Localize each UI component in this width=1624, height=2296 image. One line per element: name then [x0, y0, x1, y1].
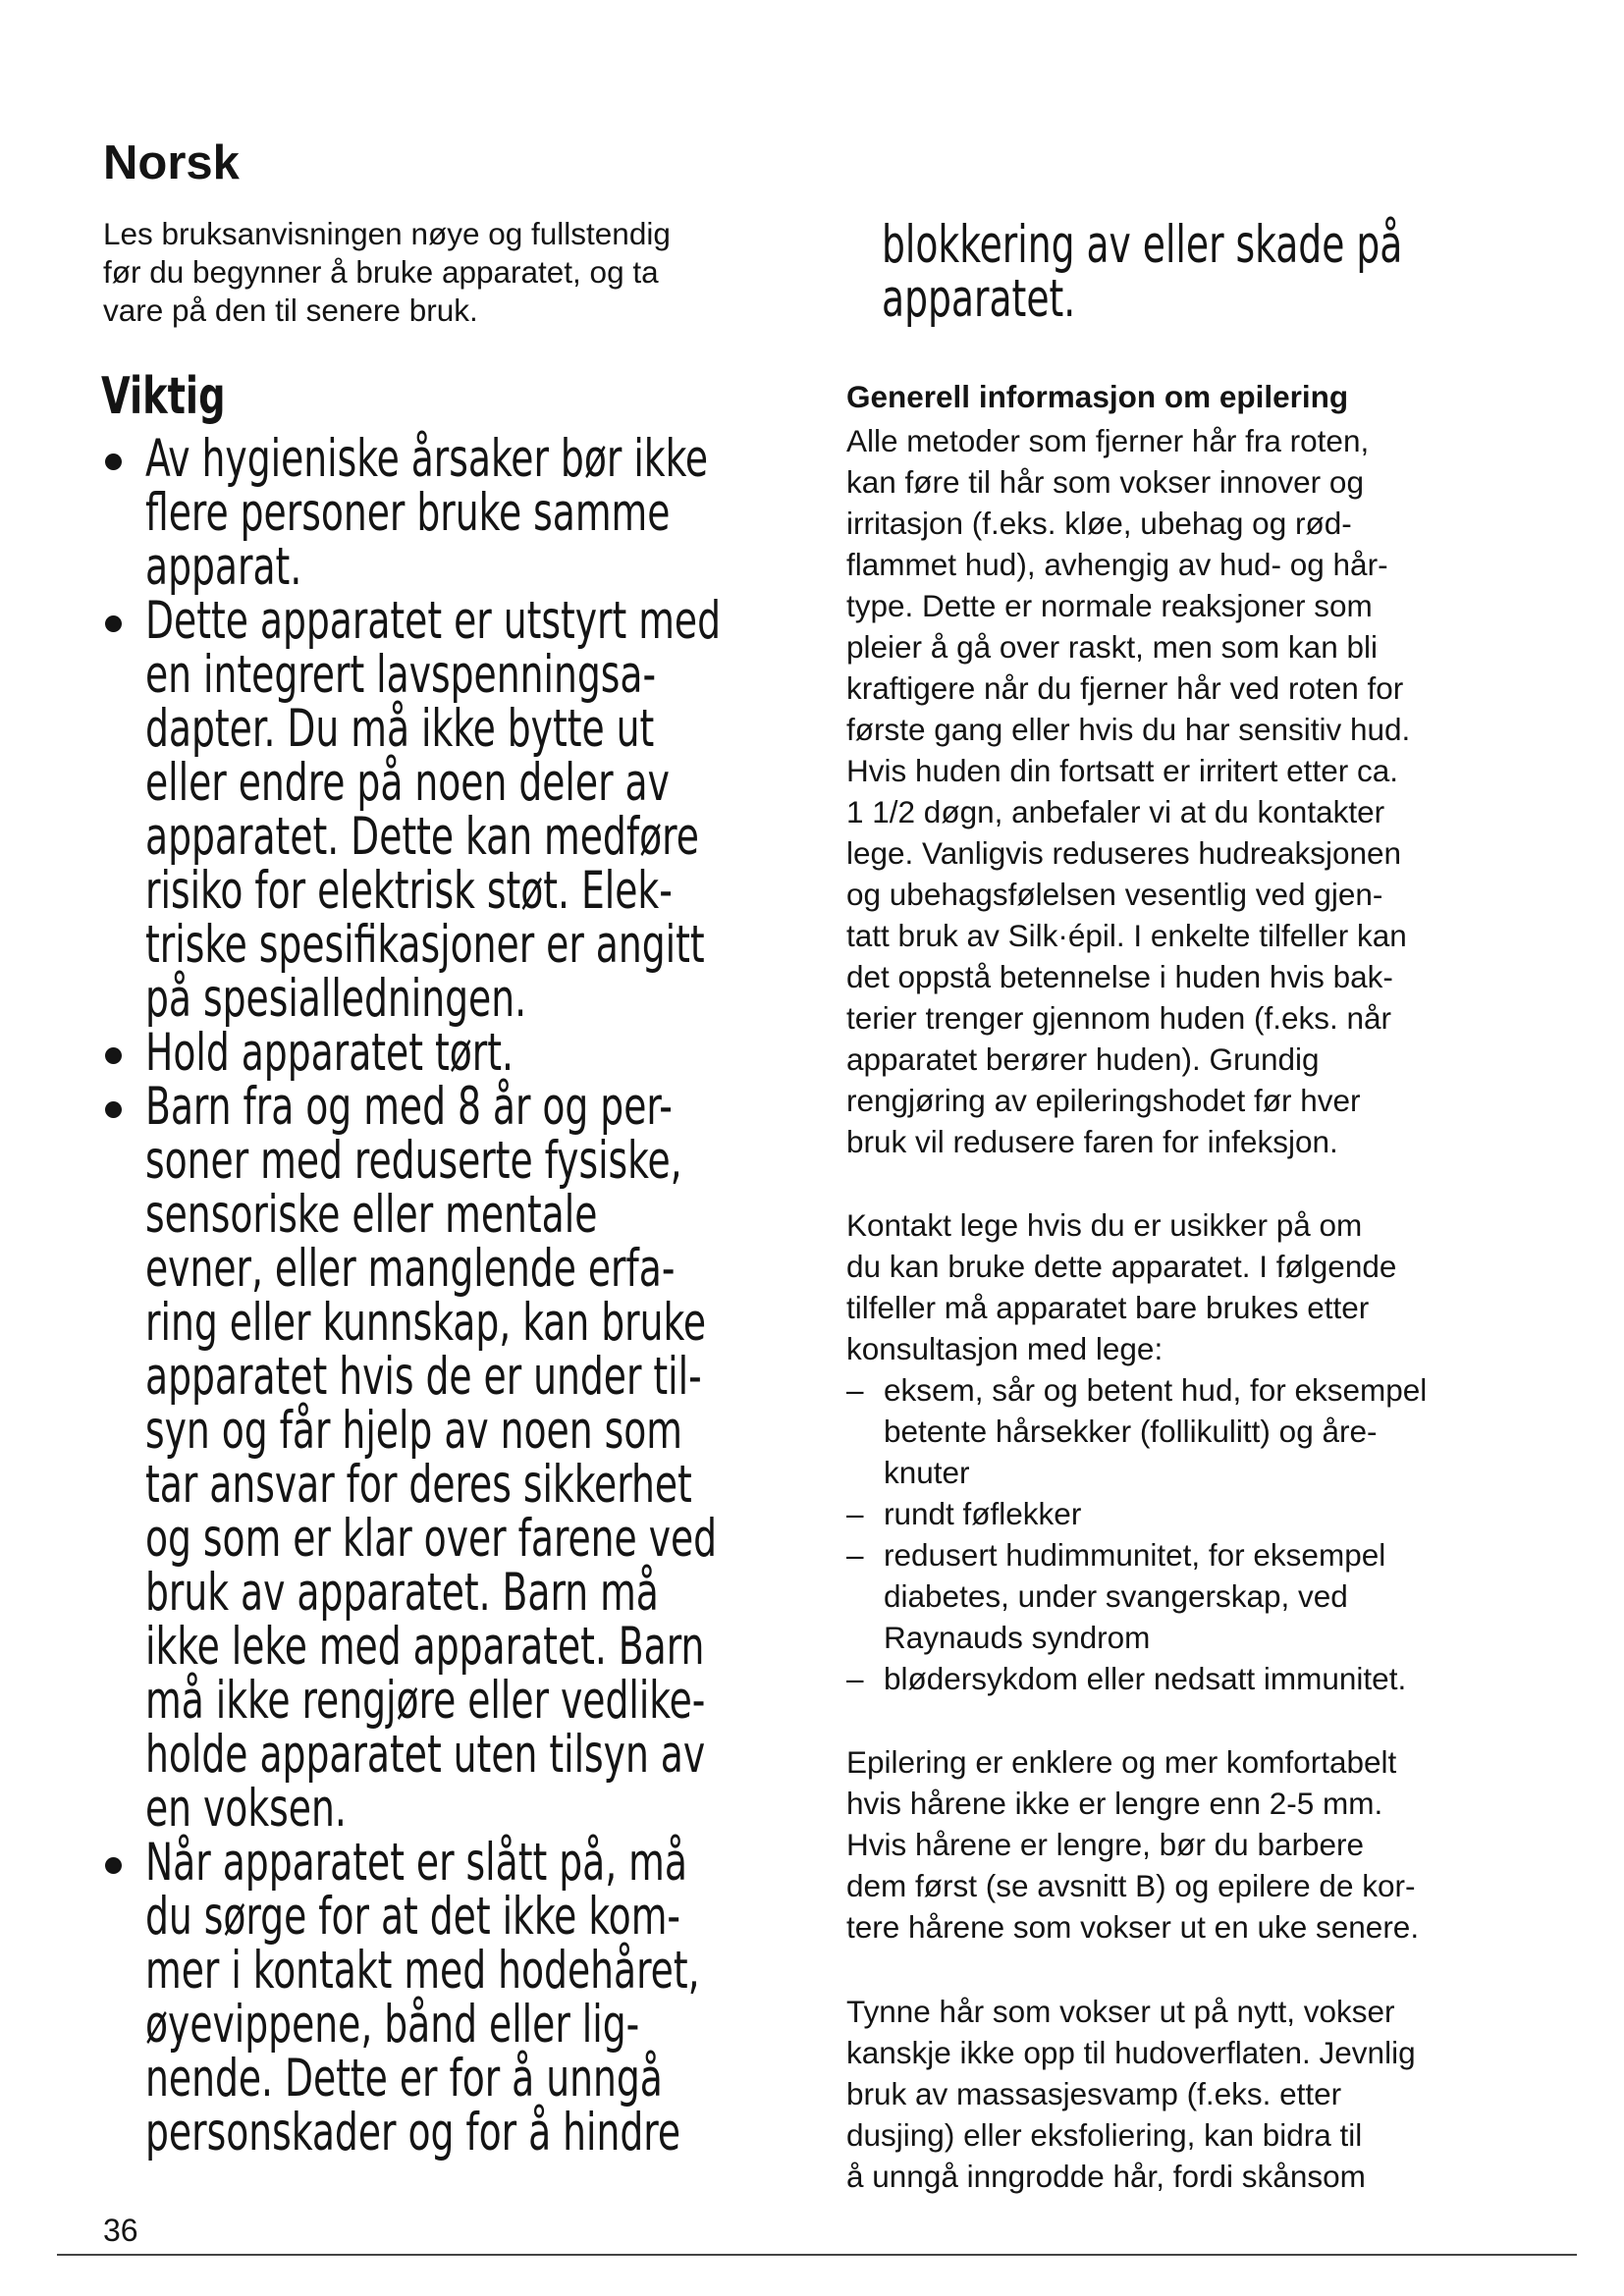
paragraph-hair-length — [846, 1741, 1419, 1948]
paragraph-line: bruk vil redusere faren for infeksjon. — [846, 1124, 1338, 1159]
paragraph-line: blødersykdom eller nedsatt immunitet. — [884, 1661, 1407, 1696]
condition-list-item — [846, 1658, 1427, 1699]
bullet-line: flere personer bruke samme — [145, 483, 671, 543]
bullet-line: apparatet. — [882, 269, 1076, 329]
bullet-item — [101, 1833, 808, 2163]
paragraph-line: tatt bruk av Silk·épil. I enkelte tilfeller kan — [846, 918, 1407, 953]
bullet-line: øyevippene, bånd eller lig- — [145, 1995, 640, 2055]
bullet-line: en integrert lavspenningsa- — [145, 645, 657, 705]
paragraph-hair-removal-info — [846, 420, 1410, 1162]
bullet-line: apparatet. Dette kan medføre — [145, 807, 699, 867]
bullet-item — [101, 1023, 808, 1083]
paragraph-ingrown-hair — [846, 1991, 1416, 2197]
bullet-line: en voksen. — [145, 1779, 347, 1839]
paragraph-line: Kontakt lege hvis du er usikker på om — [846, 1207, 1363, 1243]
important-bullet-list — [101, 429, 808, 2163]
bullet-line: holde apparatet uten tilsyn av — [145, 1725, 706, 1785]
paragraph-line: det oppstå betennelse i huden hvis bak- — [846, 959, 1393, 994]
paragraph-line: type. Dette er normale reaksjoner som — [846, 588, 1373, 623]
dash-marker: – — [846, 1496, 864, 1531]
paragraph-line: Alle metoder som fjerner hår fra roten, — [846, 423, 1370, 458]
bullet-dot-icon — [105, 615, 122, 632]
bullet-dot-icon — [105, 1857, 122, 1874]
bullet-line: apparat. — [145, 537, 302, 597]
condition-list-item — [846, 1369, 1427, 1493]
paragraph-line: konsultasjon med lege: — [846, 1331, 1164, 1366]
section-title: Generell informasjon om epilering — [846, 379, 1349, 414]
paragraph-line: bruk av massasjesvamp (f.eks. etter — [846, 2076, 1342, 2111]
bullet-line: mer i kontakt med hodehåret, — [145, 1941, 700, 2001]
paragraph-line: knuter — [884, 1455, 970, 1490]
paragraph-line: Raynauds syndrom — [884, 1620, 1151, 1655]
paragraph-line: Hvis huden din fortsatt er irritert etter ca. — [846, 753, 1398, 788]
bullet-line: dapter. Du må ikke bytte ut — [145, 699, 655, 759]
bullet-line: ikke leke med apparatet. Barn — [145, 1617, 705, 1677]
bullet-line: blokkering av eller skade på — [882, 215, 1403, 275]
dash-marker: – — [846, 1537, 864, 1573]
bullet-line: personskader og for å hindre — [145, 2103, 681, 2163]
paragraph-line: hvis hårene ikke er lengre enn 2-5 mm. — [846, 1786, 1383, 1821]
bullet-line: må ikke rengjøre eller vedlike- — [145, 1671, 706, 1731]
paragraph-line: å unngå inngrodde hår, fordi skånsom — [846, 2159, 1366, 2194]
paragraph-line: kraftigere når du fjerner hår ved roten for — [846, 670, 1404, 706]
footer-divider — [57, 2254, 1577, 2256]
paragraph-line: dusjing) eller eksfoliering, kan bidra til — [846, 2117, 1363, 2153]
paragraph-line: rengjøring av epileringshodet før hver — [846, 1083, 1361, 1118]
paragraph-line: diabetes, under svangerskap, ved — [884, 1578, 1348, 1614]
paragraph-line: eksem, sår og betent hud, for eksempel — [884, 1372, 1428, 1408]
paragraph-line: flammet hud), avhengig av hud- og hår- — [846, 547, 1388, 582]
page-number: 36 — [103, 2213, 138, 2248]
paragraph-line: apparatet berører huden). Grundig — [846, 1041, 1320, 1077]
bullet-line: soner med reduserte fysiske, — [145, 1131, 682, 1191]
paragraph-line: dem først (se avsnitt B) og epilere de kor- — [846, 1868, 1416, 1903]
paragraph-line: du kan bruke dette apparatet. I følgende — [846, 1249, 1397, 1284]
bullet-line: Når apparatet er slått på, må — [145, 1833, 687, 1893]
bullet-line: bruk av apparatet. Barn må — [145, 1563, 659, 1623]
important-heading: Viktig — [101, 367, 226, 426]
bullet-continuation — [882, 215, 1403, 329]
bullet-dot-icon — [105, 1047, 122, 1064]
paragraph-line: Hvis hårene er lengre, bør du barbere — [846, 1827, 1365, 1862]
paragraph-line: lege. Vanligvis reduseres hudreaksjonen — [846, 835, 1402, 871]
paragraph-line: betente hårsekker (follikulitt) og åre- — [884, 1414, 1378, 1449]
language-heading: Norsk — [103, 136, 240, 189]
paragraph-line: terier trenger gjennom huden (f.eks. når — [846, 1000, 1392, 1036]
bullet-line: og som er klar over farene ved — [145, 1509, 718, 1569]
bullet-line: triske spesifikasjoner er angitt — [145, 915, 705, 975]
dash-marker: – — [846, 1372, 864, 1408]
dash-marker: – — [846, 1661, 864, 1696]
bullet-line: tar ansvar for deres sikkerhet — [145, 1455, 692, 1515]
intro-paragraph — [103, 215, 671, 330]
paragraph-line: Tynne hår som vokser ut på nytt, vokser — [846, 1994, 1395, 2029]
paragraph-line: redusert hudimmunitet, for eksempel — [884, 1537, 1386, 1573]
bullet-line: nende. Dette er for å unngå — [145, 2049, 663, 2109]
bullet-item — [101, 1077, 808, 1839]
bullet-line: du sørge for at det ikke kom- — [145, 1887, 680, 1947]
paragraph-line: Epilering er enklere og mer komfortabelt — [846, 1744, 1397, 1780]
bullet-line: risiko for elektrisk støt. Elek- — [145, 861, 673, 921]
intro-line: Les bruksanvisningen nøye og fullstendig — [103, 216, 671, 251]
paragraph-line: pleier å gå over raskt, men som kan bli — [846, 629, 1378, 665]
paragraph-line: kanskje ikke opp til hudoverflaten. Jevnlig — [846, 2035, 1416, 2070]
intro-line: vare på den til senere bruk. — [103, 293, 478, 328]
bullet-item — [101, 591, 808, 1029]
bullet-line: evner, eller manglende erfa- — [145, 1239, 676, 1299]
bullet-line: Dette apparatet er utstyrt med — [145, 591, 722, 651]
paragraph-line: irritasjon (f.eks. kløe, ubehag og rød- — [846, 506, 1352, 541]
bullet-line: eller endre på noen deler av — [145, 753, 670, 813]
condition-list-item — [846, 1534, 1427, 1658]
bullet-line: på spesialledningen. — [145, 969, 527, 1029]
bullet-line: syn og får hjelp av noen som — [145, 1401, 682, 1461]
intro-line: før du begynner å bruke apparatet, og ta — [103, 254, 659, 290]
bullet-dot-icon — [105, 1101, 122, 1118]
paragraph-line: og ubehagsfølelsen vesentlig ved gjen- — [846, 877, 1383, 912]
paragraph-line: kan føre til hår som vokser innover og — [846, 464, 1364, 500]
paragraph-line: tere hårene som vokser ut en uke senere. — [846, 1909, 1420, 1945]
bullet-line: Barn fra og med 8 år og per- — [145, 1077, 673, 1137]
paragraph-consult-doctor — [846, 1204, 1427, 1699]
bullet-line: Hold apparatet tørt. — [145, 1023, 514, 1083]
paragraph-line: tilfeller må apparatet bare brukes etter — [846, 1290, 1370, 1325]
bullet-dot-icon — [105, 454, 122, 470]
condition-list-item — [846, 1493, 1427, 1534]
paragraph-line: rundt føflekker — [884, 1496, 1082, 1531]
bullet-line: sensoriske eller mentale — [145, 1185, 598, 1245]
bullet-item — [101, 429, 808, 597]
paragraph-line: 1 1/2 døgn, anbefaler vi at du kontakter — [846, 794, 1385, 829]
paragraph-line: første gang eller hvis du har sensitiv hud. — [846, 712, 1411, 747]
bullet-line: ring eller kunnskap, kan bruke — [145, 1293, 707, 1353]
bullet-line: apparatet hvis de er under til- — [145, 1347, 702, 1407]
bullet-line: Av hygieniske årsaker bør ikke — [145, 429, 709, 489]
